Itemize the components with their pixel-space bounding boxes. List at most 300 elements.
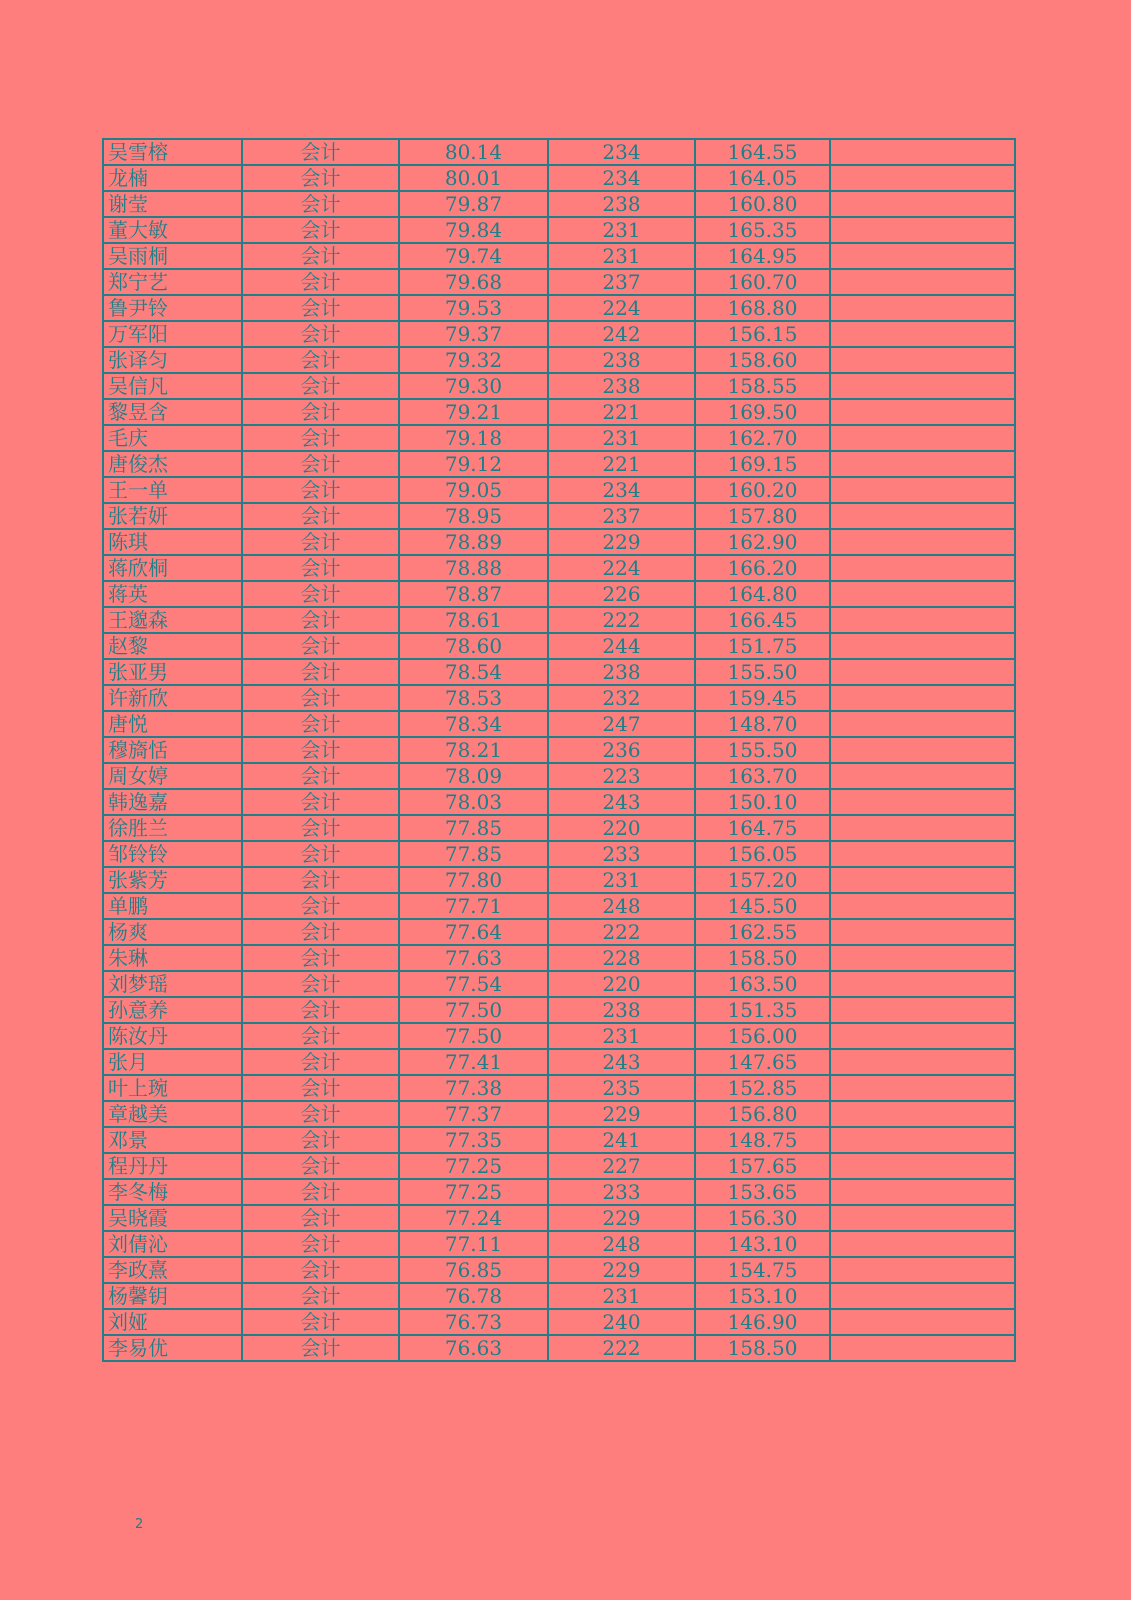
rank-cell: 238: [548, 659, 695, 685]
rank-cell: 222: [548, 1335, 695, 1361]
total-cell: 156.00: [695, 1023, 830, 1049]
rank-cell: 231: [548, 1283, 695, 1309]
score-cell: 80.01: [399, 165, 548, 191]
total-cell: 157.20: [695, 867, 830, 893]
remark-cell: [830, 867, 1015, 893]
remark-cell: [830, 1179, 1015, 1205]
score-cell: 77.41: [399, 1049, 548, 1075]
remark-cell: [830, 1283, 1015, 1309]
major-cell: 会计: [242, 1335, 399, 1361]
rank-cell: 248: [548, 1231, 695, 1257]
total-cell: 155.50: [695, 659, 830, 685]
name-cell: 蒋英: [103, 581, 242, 607]
name-cell: 吴雪榕: [103, 139, 242, 165]
major-cell: 会计: [242, 373, 399, 399]
rank-cell: 229: [548, 529, 695, 555]
table-row: [103, 1101, 1015, 1127]
table-row: [103, 165, 1015, 191]
major-cell: 会计: [242, 893, 399, 919]
rank-cell: 231: [548, 1023, 695, 1049]
major-cell: 会计: [242, 321, 399, 347]
total-cell: 146.90: [695, 1309, 830, 1335]
major-cell: 会计: [242, 425, 399, 451]
name-cell: 李易优: [103, 1335, 242, 1361]
rank-cell: 247: [548, 711, 695, 737]
total-cell: 164.80: [695, 581, 830, 607]
major-cell: 会计: [242, 477, 399, 503]
table-row: [103, 711, 1015, 737]
score-cell: 79.84: [399, 217, 548, 243]
name-cell: 董大敏: [103, 217, 242, 243]
major-cell: 会计: [242, 217, 399, 243]
table-row: [103, 347, 1015, 373]
rank-cell: 241: [548, 1127, 695, 1153]
score-cell: 78.60: [399, 633, 548, 659]
remark-cell: [830, 737, 1015, 763]
table-row: [103, 737, 1015, 763]
total-cell: 150.10: [695, 789, 830, 815]
remark-cell: [830, 451, 1015, 477]
table-row: [103, 581, 1015, 607]
rank-cell: 243: [548, 1049, 695, 1075]
score-cell: 79.30: [399, 373, 548, 399]
table-row: [103, 425, 1015, 451]
name-cell: 韩逸嘉: [103, 789, 242, 815]
remark-cell: [830, 217, 1015, 243]
score-cell: 76.73: [399, 1309, 548, 1335]
major-cell: 会计: [242, 347, 399, 373]
major-cell: 会计: [242, 607, 399, 633]
score-table-body: [103, 139, 1015, 1361]
table-row: [103, 1075, 1015, 1101]
major-cell: 会计: [242, 399, 399, 425]
total-cell: 168.80: [695, 295, 830, 321]
total-cell: 164.05: [695, 165, 830, 191]
rank-cell: 248: [548, 893, 695, 919]
total-cell: 158.60: [695, 347, 830, 373]
total-cell: 160.70: [695, 269, 830, 295]
score-cell: 79.37: [399, 321, 548, 347]
rank-cell: 231: [548, 243, 695, 269]
total-cell: 143.10: [695, 1231, 830, 1257]
rank-cell: 235: [548, 1075, 695, 1101]
rank-cell: 221: [548, 451, 695, 477]
major-cell: 会计: [242, 789, 399, 815]
table-row: [103, 971, 1015, 997]
rank-cell: 242: [548, 321, 695, 347]
remark-cell: [830, 685, 1015, 711]
total-cell: 147.65: [695, 1049, 830, 1075]
name-cell: 张月: [103, 1049, 242, 1075]
name-cell: 吴信凡: [103, 373, 242, 399]
score-cell: 79.74: [399, 243, 548, 269]
name-cell: 赵黎: [103, 633, 242, 659]
score-cell: 78.21: [399, 737, 548, 763]
score-cell: 79.68: [399, 269, 548, 295]
major-cell: 会计: [242, 1023, 399, 1049]
name-cell: 唐悦: [103, 711, 242, 737]
total-cell: 152.85: [695, 1075, 830, 1101]
total-cell: 158.50: [695, 945, 830, 971]
table-row: [103, 867, 1015, 893]
name-cell: 刘娅: [103, 1309, 242, 1335]
total-cell: 145.50: [695, 893, 830, 919]
score-table: [102, 138, 1016, 1362]
table-row: [103, 1257, 1015, 1283]
remark-cell: [830, 893, 1015, 919]
score-cell: 76.85: [399, 1257, 548, 1283]
total-cell: 156.30: [695, 1205, 830, 1231]
table-row: [103, 607, 1015, 633]
name-cell: 谢莹: [103, 191, 242, 217]
remark-cell: [830, 191, 1015, 217]
major-cell: 会计: [242, 1049, 399, 1075]
table-row: [103, 815, 1015, 841]
remark-cell: [830, 477, 1015, 503]
name-cell: 邹铃铃: [103, 841, 242, 867]
major-cell: 会计: [242, 867, 399, 893]
remark-cell: [830, 919, 1015, 945]
remark-cell: [830, 399, 1015, 425]
major-cell: 会计: [242, 685, 399, 711]
table-row: [103, 321, 1015, 347]
table-row: [103, 1179, 1015, 1205]
name-cell: 张译匀: [103, 347, 242, 373]
score-cell: 77.71: [399, 893, 548, 919]
total-cell: 151.35: [695, 997, 830, 1023]
total-cell: 151.75: [695, 633, 830, 659]
score-cell: 77.50: [399, 1023, 548, 1049]
table-row: [103, 451, 1015, 477]
rank-cell: 234: [548, 477, 695, 503]
score-cell: 78.09: [399, 763, 548, 789]
total-cell: 155.50: [695, 737, 830, 763]
table-row: [103, 789, 1015, 815]
name-cell: 穆旖恬: [103, 737, 242, 763]
score-cell: 77.80: [399, 867, 548, 893]
remark-cell: [830, 815, 1015, 841]
name-cell: 许新欣: [103, 685, 242, 711]
remark-cell: [830, 607, 1015, 633]
score-cell: 79.05: [399, 477, 548, 503]
major-cell: 会计: [242, 971, 399, 997]
name-cell: 郑宁艺: [103, 269, 242, 295]
name-cell: 叶上琬: [103, 1075, 242, 1101]
score-cell: 77.54: [399, 971, 548, 997]
name-cell: 龙楠: [103, 165, 242, 191]
rank-cell: 244: [548, 633, 695, 659]
name-cell: 程丹丹: [103, 1153, 242, 1179]
table-row: [103, 893, 1015, 919]
major-cell: 会计: [242, 763, 399, 789]
table-row: [103, 477, 1015, 503]
total-cell: 160.80: [695, 191, 830, 217]
rank-cell: 237: [548, 269, 695, 295]
name-cell: 单鹏: [103, 893, 242, 919]
remark-cell: [830, 321, 1015, 347]
total-cell: 157.65: [695, 1153, 830, 1179]
rank-cell: 231: [548, 867, 695, 893]
score-cell: 77.37: [399, 1101, 548, 1127]
score-cell: 79.53: [399, 295, 548, 321]
table-row: [103, 1153, 1015, 1179]
name-cell: 张亚男: [103, 659, 242, 685]
table-row: [103, 659, 1015, 685]
remark-cell: [830, 971, 1015, 997]
remark-cell: [830, 1075, 1015, 1101]
major-cell: 会计: [242, 1179, 399, 1205]
major-cell: 会计: [242, 1283, 399, 1309]
total-cell: 153.10: [695, 1283, 830, 1309]
score-cell: 80.14: [399, 139, 548, 165]
score-cell: 78.54: [399, 659, 548, 685]
table-row: [103, 1283, 1015, 1309]
rank-cell: 227: [548, 1153, 695, 1179]
major-cell: 会计: [242, 711, 399, 737]
major-cell: 会计: [242, 451, 399, 477]
remark-cell: [830, 1309, 1015, 1335]
table-row: [103, 1205, 1015, 1231]
total-cell: 162.70: [695, 425, 830, 451]
name-cell: 章越美: [103, 1101, 242, 1127]
remark-cell: [830, 1231, 1015, 1257]
remark-cell: [830, 529, 1015, 555]
rank-cell: 226: [548, 581, 695, 607]
remark-cell: [830, 1335, 1015, 1361]
score-cell: 78.53: [399, 685, 548, 711]
major-cell: 会计: [242, 503, 399, 529]
rank-cell: 220: [548, 815, 695, 841]
name-cell: 孙意养: [103, 997, 242, 1023]
name-cell: 张若妍: [103, 503, 242, 529]
score-cell: 77.85: [399, 815, 548, 841]
rank-cell: 234: [548, 165, 695, 191]
rank-cell: 221: [548, 399, 695, 425]
name-cell: 唐俊杰: [103, 451, 242, 477]
remark-cell: [830, 633, 1015, 659]
rank-cell: 228: [548, 945, 695, 971]
score-cell: 78.03: [399, 789, 548, 815]
score-cell: 77.63: [399, 945, 548, 971]
remark-cell: [830, 1205, 1015, 1231]
major-cell: 会计: [242, 529, 399, 555]
rank-cell: 240: [548, 1309, 695, 1335]
remark-cell: [830, 1023, 1015, 1049]
rank-cell: 233: [548, 1179, 695, 1205]
rank-cell: 229: [548, 1205, 695, 1231]
rank-cell: 234: [548, 139, 695, 165]
score-cell: 78.89: [399, 529, 548, 555]
score-cell: 78.87: [399, 581, 548, 607]
major-cell: 会计: [242, 1153, 399, 1179]
remark-cell: [830, 1101, 1015, 1127]
total-cell: 156.80: [695, 1101, 830, 1127]
major-cell: 会计: [242, 659, 399, 685]
name-cell: 蒋欣桐: [103, 555, 242, 581]
rank-cell: 220: [548, 971, 695, 997]
total-cell: 166.45: [695, 607, 830, 633]
remark-cell: [830, 555, 1015, 581]
table-row: [103, 295, 1015, 321]
remark-cell: [830, 841, 1015, 867]
total-cell: 164.75: [695, 815, 830, 841]
table-row: [103, 139, 1015, 165]
remark-cell: [830, 1049, 1015, 1075]
table-row: [103, 373, 1015, 399]
score-cell: 77.64: [399, 919, 548, 945]
score-cell: 78.95: [399, 503, 548, 529]
rank-cell: 243: [548, 789, 695, 815]
total-cell: 153.65: [695, 1179, 830, 1205]
remark-cell: [830, 659, 1015, 685]
remark-cell: [830, 789, 1015, 815]
name-cell: 邓景: [103, 1127, 242, 1153]
rank-cell: 233: [548, 841, 695, 867]
remark-cell: [830, 581, 1015, 607]
name-cell: 陈汝丹: [103, 1023, 242, 1049]
score-cell: 79.18: [399, 425, 548, 451]
remark-cell: [830, 1127, 1015, 1153]
total-cell: 163.50: [695, 971, 830, 997]
name-cell: 鲁尹铃: [103, 295, 242, 321]
name-cell: 吴晓霞: [103, 1205, 242, 1231]
rank-cell: 231: [548, 425, 695, 451]
table-row: [103, 269, 1015, 295]
name-cell: 张紫芳: [103, 867, 242, 893]
major-cell: 会计: [242, 555, 399, 581]
score-cell: 77.38: [399, 1075, 548, 1101]
score-cell: 79.12: [399, 451, 548, 477]
name-cell: 徐胜兰: [103, 815, 242, 841]
rank-cell: 238: [548, 373, 695, 399]
table-row: [103, 685, 1015, 711]
table-row: [103, 633, 1015, 659]
table-row: [103, 1231, 1015, 1257]
name-cell: 朱琳: [103, 945, 242, 971]
rank-cell: 224: [548, 295, 695, 321]
total-cell: 165.35: [695, 217, 830, 243]
total-cell: 166.20: [695, 555, 830, 581]
name-cell: 毛庆: [103, 425, 242, 451]
total-cell: 154.75: [695, 1257, 830, 1283]
major-cell: 会计: [242, 1101, 399, 1127]
total-cell: 169.50: [695, 399, 830, 425]
rank-cell: 238: [548, 997, 695, 1023]
major-cell: 会计: [242, 945, 399, 971]
rank-cell: 222: [548, 919, 695, 945]
rank-cell: 238: [548, 347, 695, 373]
remark-cell: [830, 373, 1015, 399]
name-cell: 陈琪: [103, 529, 242, 555]
total-cell: 157.80: [695, 503, 830, 529]
rank-cell: 224: [548, 555, 695, 581]
table-row: [103, 1309, 1015, 1335]
remark-cell: [830, 711, 1015, 737]
total-cell: 148.70: [695, 711, 830, 737]
major-cell: 会计: [242, 165, 399, 191]
major-cell: 会计: [242, 997, 399, 1023]
score-cell: 78.61: [399, 607, 548, 633]
rank-cell: 231: [548, 217, 695, 243]
total-cell: 169.15: [695, 451, 830, 477]
remark-cell: [830, 1257, 1015, 1283]
table-row: [103, 243, 1015, 269]
rank-cell: 237: [548, 503, 695, 529]
major-cell: 会计: [242, 139, 399, 165]
score-cell: 79.21: [399, 399, 548, 425]
remark-cell: [830, 997, 1015, 1023]
total-cell: 162.55: [695, 919, 830, 945]
name-cell: 杨爽: [103, 919, 242, 945]
name-cell: 李冬梅: [103, 1179, 242, 1205]
total-cell: 156.15: [695, 321, 830, 347]
remark-cell: [830, 165, 1015, 191]
score-cell: 77.85: [399, 841, 548, 867]
score-cell: 77.25: [399, 1153, 548, 1179]
total-cell: 164.95: [695, 243, 830, 269]
rank-cell: 222: [548, 607, 695, 633]
total-cell: 158.50: [695, 1335, 830, 1361]
score-cell: 78.88: [399, 555, 548, 581]
score-cell: 78.34: [399, 711, 548, 737]
table-row: [103, 529, 1015, 555]
score-cell: 76.78: [399, 1283, 548, 1309]
remark-cell: [830, 425, 1015, 451]
major-cell: 会计: [242, 1075, 399, 1101]
name-cell: 万军阳: [103, 321, 242, 347]
remark-cell: [830, 139, 1015, 165]
major-cell: 会计: [242, 1309, 399, 1335]
remark-cell: [830, 347, 1015, 373]
table-row: [103, 841, 1015, 867]
name-cell: 王邈森: [103, 607, 242, 633]
total-cell: 164.55: [695, 139, 830, 165]
rank-cell: 229: [548, 1257, 695, 1283]
table-row: [103, 997, 1015, 1023]
rank-cell: 232: [548, 685, 695, 711]
name-cell: 王一单: [103, 477, 242, 503]
major-cell: 会计: [242, 581, 399, 607]
table-row: [103, 919, 1015, 945]
score-cell: 76.63: [399, 1335, 548, 1361]
remark-cell: [830, 945, 1015, 971]
major-cell: 会计: [242, 815, 399, 841]
name-cell: 刘倩沁: [103, 1231, 242, 1257]
table-row: [103, 1335, 1015, 1361]
table-row: [103, 945, 1015, 971]
name-cell: 吴雨桐: [103, 243, 242, 269]
name-cell: 杨馨钥: [103, 1283, 242, 1309]
major-cell: 会计: [242, 295, 399, 321]
remark-cell: [830, 243, 1015, 269]
total-cell: 162.90: [695, 529, 830, 555]
rank-cell: 223: [548, 763, 695, 789]
remark-cell: [830, 503, 1015, 529]
table-row: [103, 1023, 1015, 1049]
remark-cell: [830, 295, 1015, 321]
table-row: [103, 399, 1015, 425]
major-cell: 会计: [242, 1231, 399, 1257]
rank-cell: 238: [548, 191, 695, 217]
table-row: [103, 555, 1015, 581]
total-cell: 156.05: [695, 841, 830, 867]
remark-cell: [830, 269, 1015, 295]
table-row: [103, 763, 1015, 789]
score-cell: 77.35: [399, 1127, 548, 1153]
table-row: [103, 217, 1015, 243]
major-cell: 会计: [242, 243, 399, 269]
major-cell: 会计: [242, 1257, 399, 1283]
